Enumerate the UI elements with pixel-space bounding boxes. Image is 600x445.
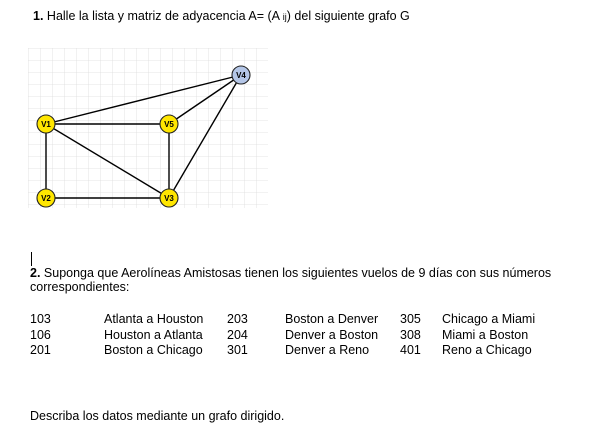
flight-route: Denver a Reno [285, 343, 370, 357]
flight-route: Chicago a Miami [442, 312, 536, 326]
flight-numbers-col-2 [227, 312, 248, 359]
graph-node-label: V4 [236, 71, 246, 80]
flight-routes-col-2 [285, 312, 378, 359]
flight-number: 301 [227, 343, 248, 357]
question-2 [30, 266, 580, 294]
question-1-text: Halle la lista y matriz de adyacencia A= (A [43, 9, 283, 23]
flight-number: 203 [227, 312, 248, 326]
flight-routes-col-3 [442, 312, 535, 359]
graph-node-label: V1 [41, 120, 51, 129]
question-1-text-end: ) del siguiente grafo G [286, 9, 410, 23]
flight-route: Denver a Boston [285, 327, 379, 342]
flight-numbers-col-1 [30, 312, 51, 359]
question-1-subscript: ij [282, 12, 287, 22]
flight-routes-col-1 [104, 312, 203, 359]
flight-route: Houston a Atlanta [104, 327, 203, 342]
flight-number: 308 [400, 327, 421, 342]
graph-diagram [28, 48, 268, 208]
text-cursor [31, 252, 32, 266]
flight-number: 305 [400, 312, 421, 326]
graph-node-label: V2 [41, 194, 51, 203]
question-2-number: 2. [30, 266, 41, 280]
flight-numbers-col-3 [400, 312, 421, 359]
question-2-text: Suponga que Aerolíneas Amistosas tienen los siguientes vuelos de 9 días con sus números correspondientes: [30, 266, 552, 294]
flight-route: Miami a Boston [442, 327, 529, 342]
flight-number: 401 [400, 343, 421, 357]
question-1 [33, 9, 410, 23]
graph-node-label: V3 [164, 194, 174, 203]
flight-number: 106 [30, 327, 51, 342]
flight-route: Boston a Chicago [104, 343, 203, 357]
flight-number: 103 [30, 312, 51, 326]
flight-number: 201 [30, 343, 51, 357]
graph-node-label: V5 [164, 120, 174, 129]
question-1-number: 1. [33, 9, 44, 23]
flight-route: Boston a Denver [285, 312, 379, 326]
final-prompt: Describa los datos mediante un grafo dirigido. [30, 409, 285, 423]
flight-number: 204 [227, 327, 248, 342]
flight-route: Atlanta a Houston [104, 312, 204, 326]
flight-route: Reno a Chicago [442, 343, 532, 357]
